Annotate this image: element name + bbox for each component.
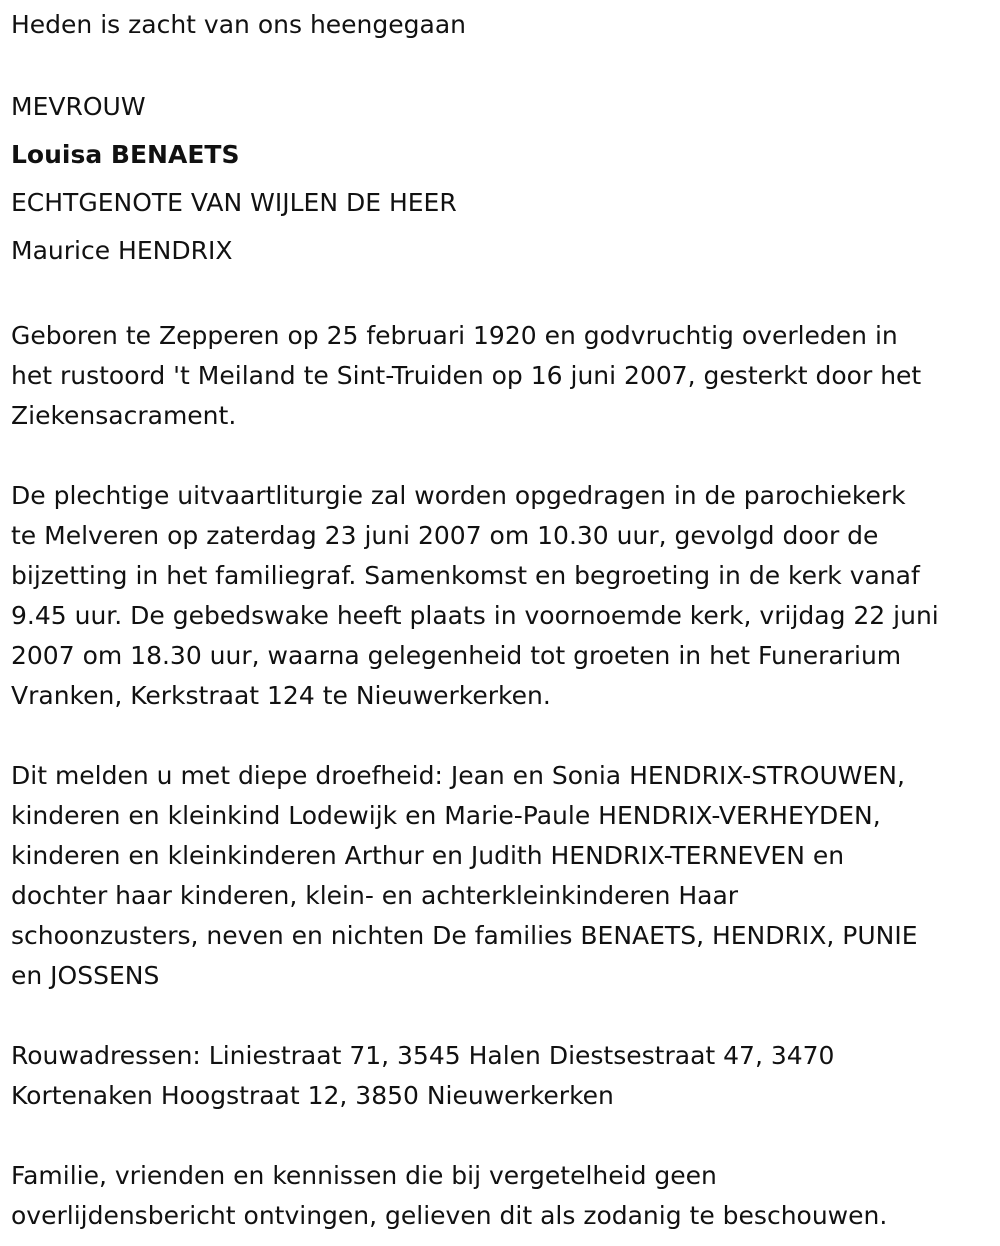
family-line: en JOSSENS xyxy=(11,961,160,990)
family-line: schoonzusters, neven en nichten De families BENAETS, HENDRIX, PUNIE xyxy=(11,921,918,950)
birth-line: Ziekensacrament. xyxy=(11,401,237,430)
family-line: dochter haar kinderen, klein- en achterkleinkinderen Haar xyxy=(11,881,739,910)
liturgy-line: 2007 om 18.30 uur, waarna gelegenheid tot groeten in het Funerarium xyxy=(11,641,902,670)
liturgy-line: te Melveren op zaterdag 23 juni 2007 om 10.30 uur, gevolgd door de xyxy=(11,521,879,550)
closing-paragraph xyxy=(11,1156,993,1236)
birth-line: Geboren te Zepperen op 25 februari 1920 en godvruchtig overleden in xyxy=(11,321,898,350)
deceased-name: Louisa BENAETS xyxy=(11,140,240,169)
spouse-name: Maurice HENDRIX xyxy=(11,236,233,265)
obituary-document xyxy=(11,5,993,1236)
liturgy-line: Vranken, Kerkstraat 124 te Nieuwerkerken. xyxy=(11,681,551,710)
family-line: kinderen en kleinkind Lodewijk en Marie-Paule HENDRIX-VERHEYDEN, xyxy=(11,801,881,830)
liturgy-line: 9.45 uur. De gebedswake heeft plaats in voornoemde kerk, vrijdag 22 juni xyxy=(11,601,939,630)
salutation: MEVROUW xyxy=(11,92,146,121)
liturgy-line: De plechtige uitvaartliturgie zal worden opgedragen in de parochiekerk xyxy=(11,481,906,510)
address-line: Kortenaken Hoogstraat 12, 3850 Nieuwerkerken xyxy=(11,1081,614,1110)
family-paragraph xyxy=(11,756,993,996)
family-line: Dit melden u met diepe droefheid: Jean en Sonia HENDRIX-STROUWEN, xyxy=(11,761,905,790)
closing-line: Familie, vrienden en kennissen die bij vergetelheid geen xyxy=(11,1161,717,1190)
liturgy-paragraph xyxy=(11,476,993,716)
birth-line: het rustoord 't Meiland te Sint-Truiden op 16 juni 2007, gesterkt door het xyxy=(11,361,922,390)
relation-line: ECHTGENOTE VAN WIJLEN DE HEER xyxy=(11,188,457,217)
birth-paragraph xyxy=(11,316,993,436)
family-line: kinderen en kleinkinderen Arthur en Judith HENDRIX-TERNEVEN en xyxy=(11,841,845,870)
liturgy-line: bijzetting in het familiegraf. Samenkomst en begroeting in de kerk vanaf xyxy=(11,561,920,590)
closing-line: overlijdensbericht ontvingen, gelieven dit als zodanig te beschouwen. xyxy=(11,1201,888,1230)
intro-line: Heden is zacht van ons heengegaan xyxy=(11,10,466,39)
address-paragraph xyxy=(11,1036,993,1116)
address-line: Rouwadressen: Liniestraat 71, 3545 Halen Diestsestraat 47, 3470 xyxy=(11,1041,835,1070)
